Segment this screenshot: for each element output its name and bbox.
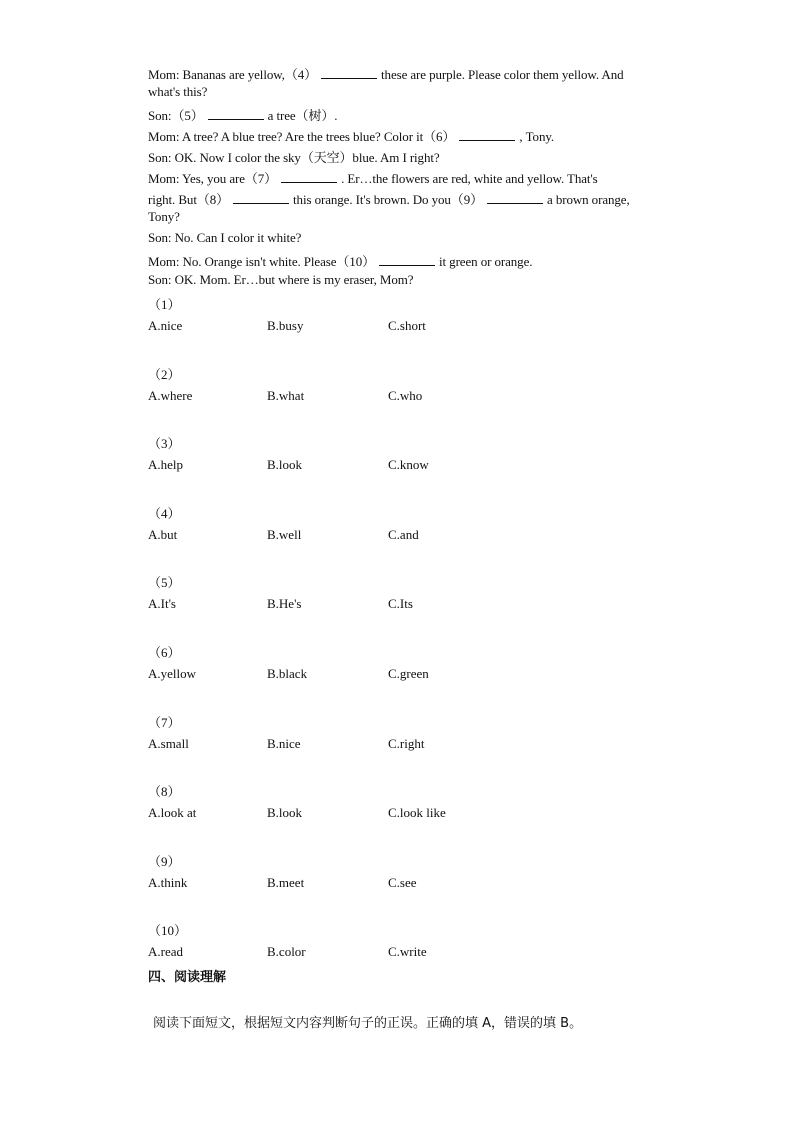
question-number: （3） xyxy=(148,436,181,451)
option-a[interactable]: A.It's xyxy=(148,596,176,611)
dialogue-text: Son:（5） xyxy=(148,108,204,123)
option-c[interactable]: C.and xyxy=(388,527,419,542)
question-number: （7） xyxy=(148,715,181,730)
answer-blank[interactable] xyxy=(321,66,377,79)
option-a[interactable]: A.think xyxy=(148,875,188,890)
dialogue-text: what's this? xyxy=(148,84,208,99)
dialogue-text: Tony? xyxy=(148,209,180,224)
question-number: （2） xyxy=(148,367,181,382)
option-c[interactable]: C.write xyxy=(388,944,427,959)
dialogue-text: , Tony. xyxy=(519,129,555,144)
question-number: （9） xyxy=(148,854,181,869)
dialogue-text: . Er…the flowers are red, white and yellow. That's xyxy=(341,171,598,186)
question-number: （5） xyxy=(148,575,181,590)
dialogue-line xyxy=(148,272,413,288)
dialogue-text: Mom: A tree? A blue tree? Are the trees blue? Color it（6） xyxy=(148,129,456,144)
option-b[interactable]: B.nice xyxy=(267,736,301,751)
dialogue-line xyxy=(148,189,630,208)
option-a[interactable]: A.yellow xyxy=(148,666,197,681)
option-c[interactable]: C.Its xyxy=(388,596,413,611)
dialogue-line xyxy=(148,230,301,246)
option-b[interactable]: B.well xyxy=(267,527,302,542)
option-c[interactable]: C.short xyxy=(388,318,426,333)
option-c[interactable]: C.who xyxy=(388,388,423,403)
dialogue-line xyxy=(148,84,207,100)
section-title: 四、阅读理解 xyxy=(148,970,227,985)
option-a[interactable]: A.where xyxy=(148,388,193,403)
option-b[interactable]: B.what xyxy=(267,388,305,403)
dialogue-line xyxy=(148,126,554,145)
question-number: （8） xyxy=(148,784,181,799)
dialogue-line xyxy=(148,147,440,166)
answer-blank[interactable] xyxy=(459,128,515,141)
answer-blank[interactable] xyxy=(379,253,435,266)
option-c[interactable]: C.see xyxy=(388,875,417,890)
option-a[interactable]: A.read xyxy=(148,944,184,959)
dialogue-text: Son: No. Can I color it white? xyxy=(148,230,302,245)
question-number: （1） xyxy=(148,297,181,312)
question-number: （10） xyxy=(148,923,188,938)
option-a[interactable]: A.look at xyxy=(148,805,197,820)
dialogue-text: Mom: Yes, you are（7） xyxy=(148,171,278,186)
answer-blank[interactable] xyxy=(281,170,337,183)
option-c[interactable]: C.green xyxy=(388,666,429,681)
option-a[interactable]: A.but xyxy=(148,527,178,542)
dialogue-line xyxy=(148,64,624,83)
option-a[interactable]: A.small xyxy=(148,736,189,751)
dialogue-text: a tree（树）. xyxy=(267,108,338,123)
dialogue-text: right. But（8） xyxy=(148,192,230,207)
option-b[interactable]: B.He's xyxy=(267,596,302,611)
dialogue-text: a brown orange, xyxy=(547,192,630,207)
dialogue-text: this orange. It's brown. Do you（9） xyxy=(293,192,483,207)
dialogue-text: it green or orange. xyxy=(439,254,533,269)
dialogue-text: Son: OK. Mom. Er…but where is my eraser, Mom? xyxy=(148,272,414,287)
dialogue-line xyxy=(148,209,180,225)
dialogue-text: Son: OK. Now I color the sky（天空）blue. Am I right? xyxy=(148,150,440,165)
dialogue-text: Mom: No. Orange isn't white. Please（10） xyxy=(148,254,375,269)
answer-blank[interactable] xyxy=(233,191,289,204)
question-number: （6） xyxy=(148,645,181,660)
answer-blank[interactable] xyxy=(487,191,543,204)
option-b[interactable]: B.black xyxy=(267,666,308,681)
dialogue-line xyxy=(148,168,598,187)
option-b[interactable]: B.look xyxy=(267,457,303,472)
option-c[interactable]: C.know xyxy=(388,457,429,472)
dialogue-text: these are purple. Please color them yellow. And xyxy=(381,67,624,82)
option-a[interactable]: A.nice xyxy=(148,318,183,333)
dialogue-line xyxy=(148,251,532,270)
question-number: （4） xyxy=(148,506,181,521)
section-instruction: 阅读下面短文，根据短文内容判断句子的正误。正确的填 A，错误的填 B。 xyxy=(153,1016,583,1031)
option-b[interactable]: B.look xyxy=(267,805,303,820)
dialogue-text: Mom: Bananas are yellow,（4） xyxy=(148,67,318,82)
option-b[interactable]: B.color xyxy=(267,944,306,959)
option-c[interactable]: C.right xyxy=(388,736,425,751)
option-b[interactable]: B.meet xyxy=(267,875,305,890)
answer-blank[interactable] xyxy=(208,107,264,120)
option-b[interactable]: B.busy xyxy=(267,318,304,333)
option-a[interactable]: A.help xyxy=(148,457,184,472)
option-c[interactable]: C.look like xyxy=(388,805,446,820)
dialogue-line xyxy=(148,105,337,124)
